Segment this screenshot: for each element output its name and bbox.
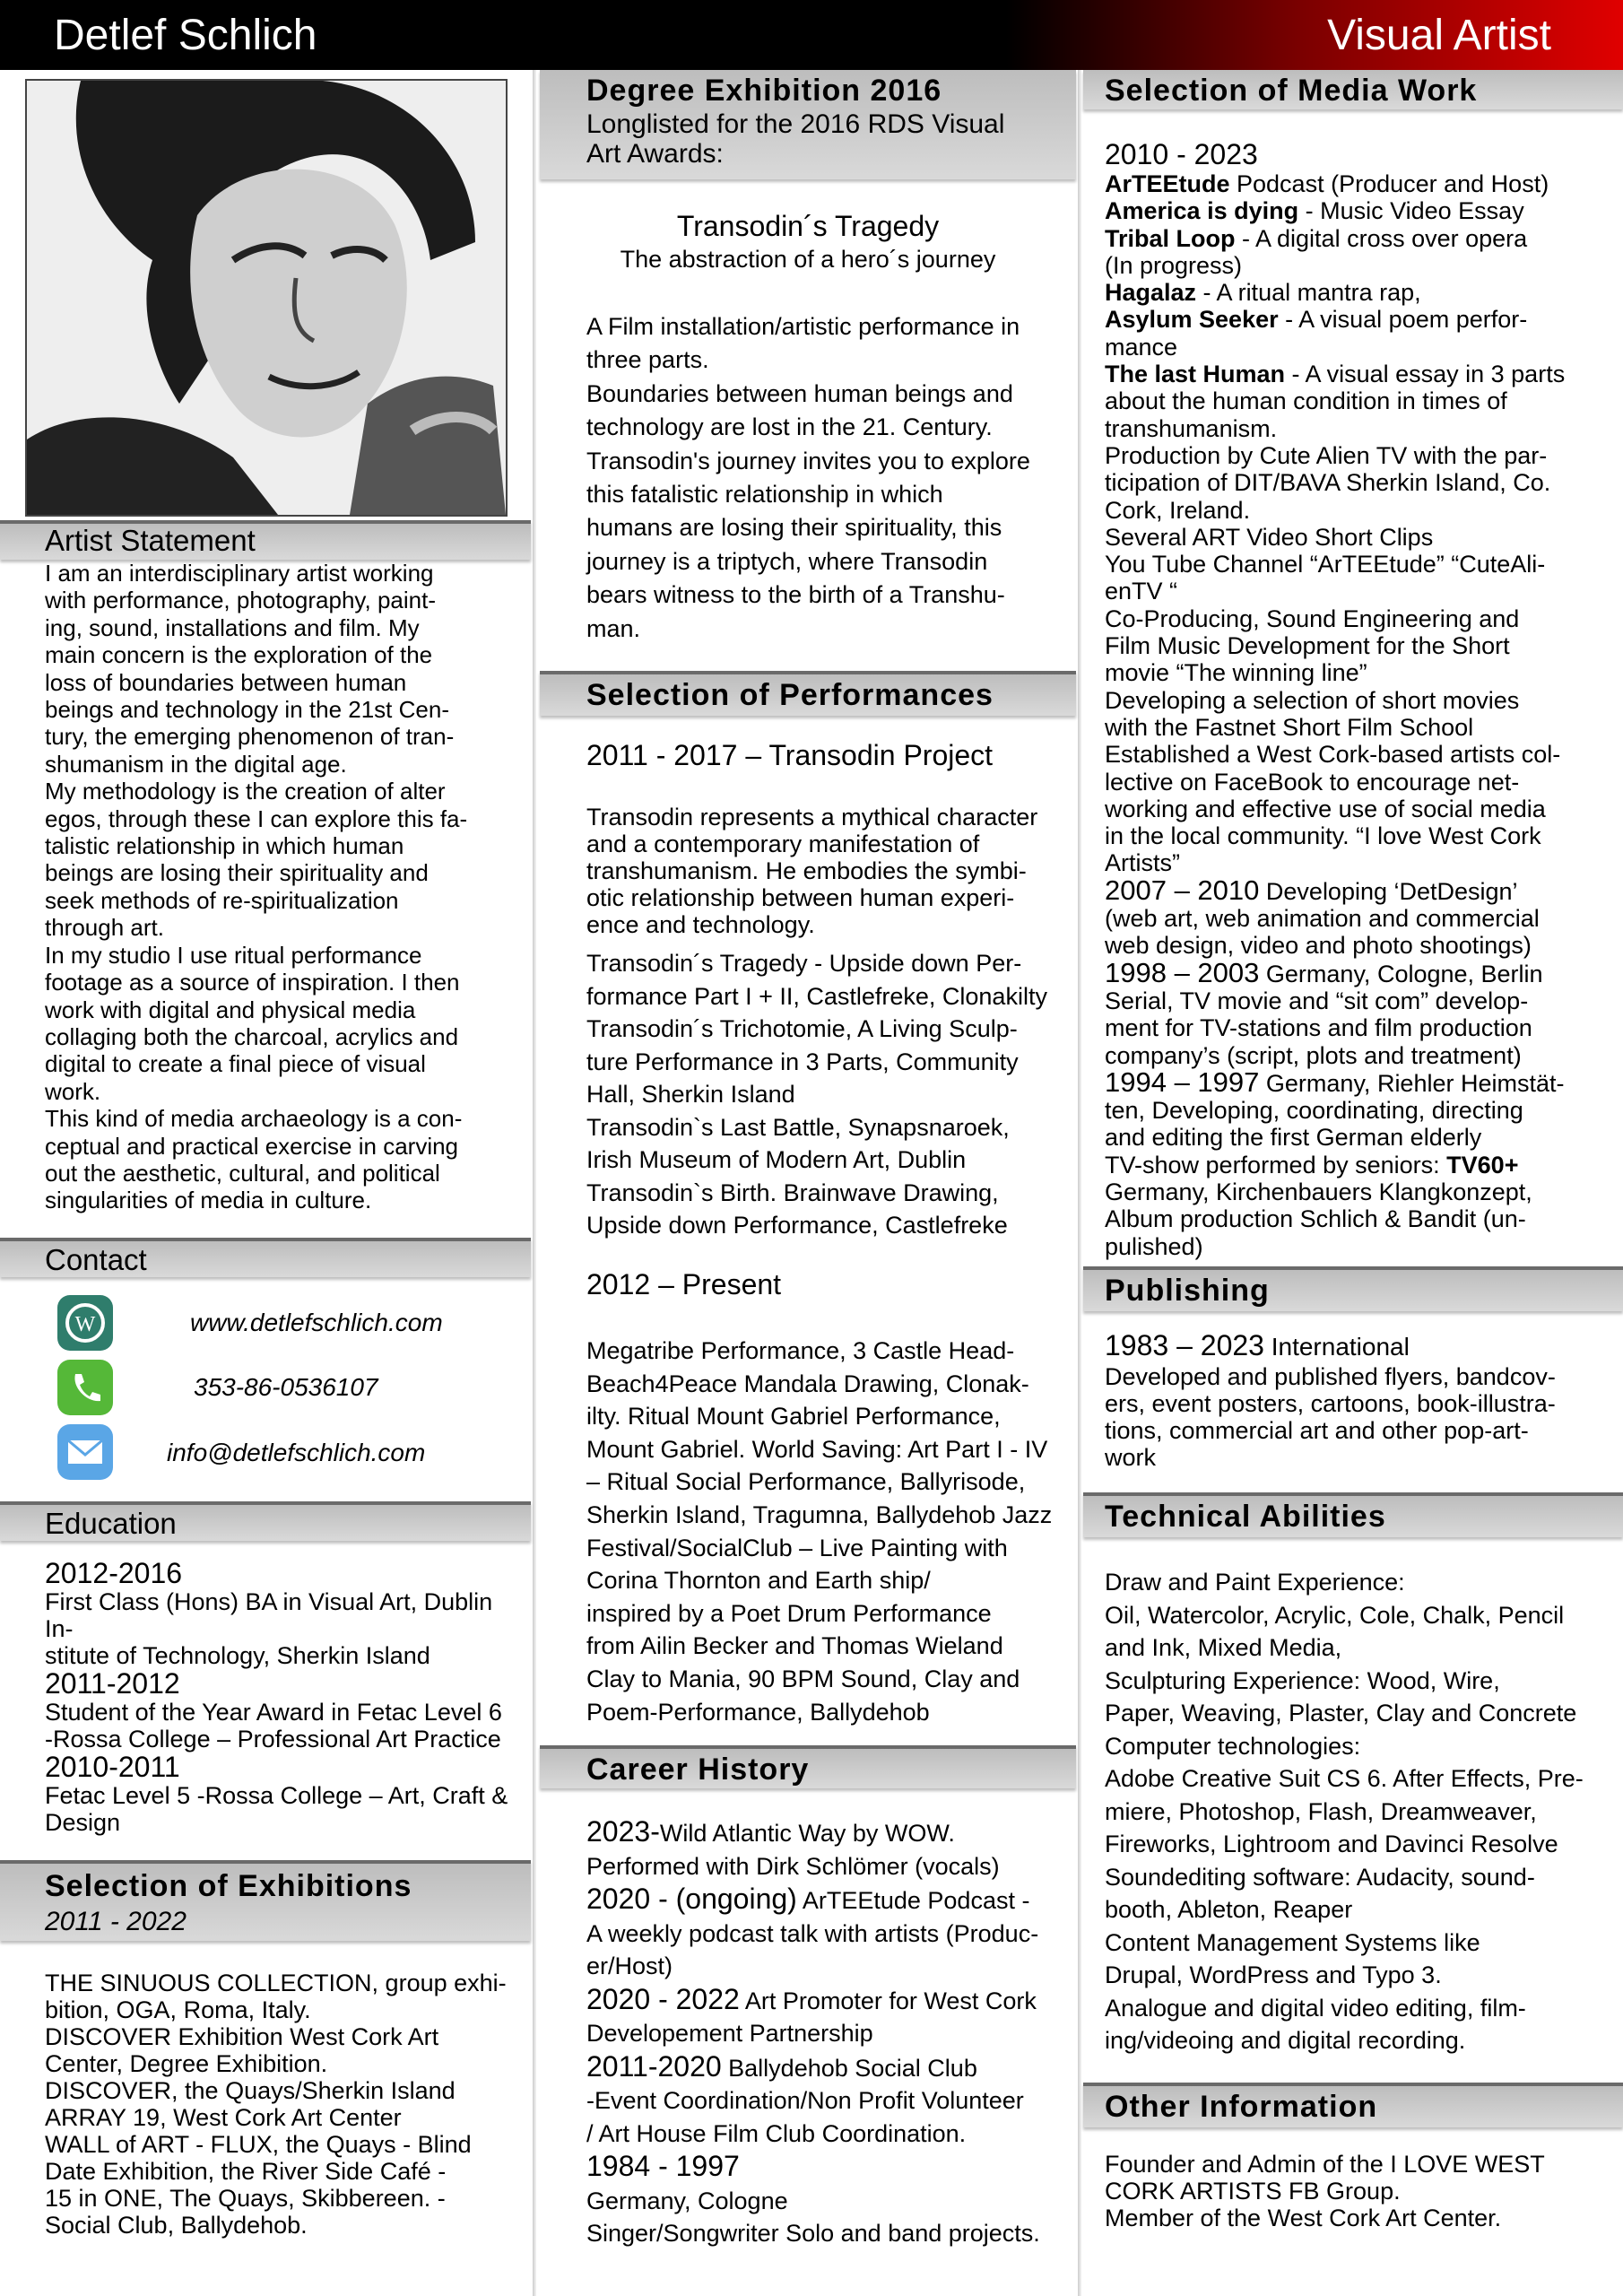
performance-intro-line: otic relationship between human experi- <box>586 884 1015 911</box>
career-line <box>586 2150 1071 2185</box>
performances-range-1: 2011 - 2017 – Transodin Project <box>586 739 994 771</box>
media-text: TV-show performed by seniors: <box>1105 1151 1447 1178</box>
degree-title: Degree Exhibition 2016 <box>586 74 942 108</box>
exhibition-line: ARRAY 19, West Cork Art Center <box>45 2104 402 2131</box>
media-line <box>1105 905 1607 932</box>
exhibition-line: 15 in ONE, The Quays, Skibbereen. - <box>45 2185 446 2212</box>
media-line <box>1105 225 1607 252</box>
statement-line: tury, the emerging phenomenon of tran- <box>45 723 455 751</box>
degree-subtitle-line: Art Awards: <box>586 139 724 169</box>
media-line <box>1105 1124 1607 1151</box>
media-text: Several ART Video Short Clips <box>1105 523 1434 551</box>
media-text: web design, video and photo shootings) <box>1105 932 1532 960</box>
education-line: Design <box>45 1809 121 1836</box>
media-text: Podcast (Producer and Host) <box>1229 170 1549 197</box>
publishing-header <box>1083 1266 1623 1311</box>
career-title: Career History <box>586 1752 810 1787</box>
media-text: Serial, TV movie and “sit com” develop- <box>1105 987 1529 1014</box>
media-line <box>1105 524 1607 551</box>
publishing-line: Developed and published flyers, bandcov- <box>1105 1363 1556 1390</box>
technical-line: Draw and Paint Experience: <box>1105 1569 1405 1596</box>
education-line: Student of the Year Award in Fetac Level 6 <box>45 1699 502 1726</box>
media-line <box>1105 252 1607 279</box>
media-text: about the human condition in times of <box>1105 387 1507 415</box>
contact-header <box>0 1238 531 1277</box>
statement-line: egos, through these I can explore this fa- <box>45 804 468 832</box>
technical-list <box>1105 1566 1607 2057</box>
top-banner <box>0 0 1623 70</box>
statement-line: loss of boundaries between human <box>45 668 407 696</box>
media-text: (web art, web animation and commercial <box>1105 905 1540 933</box>
career-line <box>586 2217 1071 2250</box>
performance-line: formance Part I + II, Castlefreke, Clonakilty <box>586 982 1047 1010</box>
media-header <box>1083 70 1623 109</box>
exhibition-line: DISCOVER, the Quays/Sherkin Island <box>45 2077 456 2104</box>
media-line <box>1105 632 1607 659</box>
technical-line: Fireworks, Lightroom and Davinci Resolve <box>1105 1831 1558 1857</box>
statement-line: digital to create a final piece of visual <box>45 1050 426 1078</box>
career-line <box>586 1850 1071 1883</box>
exhibition-line: Social Club, Ballydehob. <box>45 2212 308 2239</box>
media-line <box>1105 361 1607 387</box>
degree-line: bears witness to the birth of a Transhu- <box>586 581 1005 609</box>
performance-line: Beach4Peace Mandala Drawing, Clonak- <box>586 1370 1029 1397</box>
performance-line: Corina Thornton and Earth ship/ <box>586 1567 931 1595</box>
right-column <box>1083 70 1623 2296</box>
media-text: lective on FaceBook to encourage net- <box>1105 768 1520 796</box>
website-link[interactable]: www.detlefschlich.com <box>190 1309 443 1336</box>
media-line <box>1105 1205 1607 1232</box>
exhibitions-range: 2011 - 2022 <box>45 1907 187 1936</box>
media-text: and editing the first German elderly <box>1105 1124 1482 1152</box>
technical-header <box>1083 1492 1623 1537</box>
media-work-title: America is dying <box>1105 197 1299 225</box>
technical-line: Paper, Weaving, Plaster, Clay and Concrete <box>1105 1700 1577 1726</box>
degree-line: A Film installation/artistic performance in <box>586 313 1020 340</box>
performance-line: Transodin´s Trichotomie, A Living Sculp- <box>586 1015 1018 1042</box>
other-title: Other Information <box>1105 2090 1378 2124</box>
technical-title: Technical Abilities <box>1105 1500 1386 1534</box>
media-text: Germany, Riehler Heimstät- <box>1259 1069 1565 1097</box>
performance-intro-line: and a contemporary manifestation of <box>586 831 980 857</box>
exhibitions-title: Selection of Exhibitions <box>45 1869 412 1903</box>
degree-description <box>586 310 1071 646</box>
career-line <box>586 1983 1071 2018</box>
media-list <box>1105 170 1607 1260</box>
svg-text:W: W <box>74 1313 96 1336</box>
media-line <box>1105 469 1607 496</box>
education-list <box>45 1559 520 1836</box>
degree-subtitle-line: Longlisted for the 2016 RDS Visual <box>586 109 1005 139</box>
media-line <box>1105 442 1607 469</box>
technical-line: Content Management Systems like <box>1105 1928 1480 1956</box>
performance-line: ilty. Ritual Mount Gabriel Performance, <box>586 1403 1001 1431</box>
performance-line: Mount Gabriel. World Saving: Art Part I - IV <box>586 1435 1048 1463</box>
media-line <box>1105 1042 1607 1069</box>
career-header <box>540 1745 1076 1788</box>
media-line <box>1105 932 1607 959</box>
performance-intro-line: Transodin represents a mythical character <box>586 804 1038 831</box>
media-text: transhumanism. <box>1105 414 1278 442</box>
media-line <box>1105 497 1607 524</box>
career-text: er/Host) <box>586 1952 673 1979</box>
statement-line: ing, sound, installations and film. My <box>45 613 420 641</box>
career-line <box>586 2084 1071 2118</box>
career-text: / Art House Film Club Coordination. <box>586 2119 967 2147</box>
other-text <box>1105 2151 1607 2231</box>
media-text: (In progress) <box>1105 251 1243 279</box>
statement-line: ceptual and practical exercise in carving <box>45 1132 459 1160</box>
media-text: - Music Video Essay <box>1298 197 1524 225</box>
media-text: Germany, Kirchenbauers Klangkonzept, <box>1105 1178 1532 1205</box>
statement-line: work with digital and physical media <box>45 996 416 1023</box>
career-line <box>586 2185 1071 2218</box>
education-line: stitute of Technology, Sherkin Island <box>45 1642 430 1669</box>
performances-header <box>540 671 1076 716</box>
artist-name: Detlef Schlich <box>54 12 317 59</box>
exhibition-line: bition, OGA, Roma, Italy. <box>45 1996 311 2023</box>
media-work-title: ArTEEtude <box>1105 170 1230 197</box>
technical-line: miere, Photoshop, Flash, Dreamweaver, <box>1105 1797 1537 1825</box>
portrait-drawing <box>27 81 506 515</box>
publishing-range-line <box>1105 1329 1410 1362</box>
technical-line: Drupal, WordPress and Typo 3. <box>1105 1961 1442 1988</box>
performance-line: Festival/SocialClub – Live Painting with <box>586 1534 1008 1561</box>
exhibitions-list <box>45 1970 520 2239</box>
work-subtitle: The abstraction of a hero´s journey <box>620 246 996 273</box>
media-text: in the local community. “I love West Cork <box>1105 822 1541 850</box>
phone-number[interactable]: 353-86-0536107 <box>194 1373 378 1401</box>
media-line <box>1105 741 1607 768</box>
exhibition-line: THE SINUOUS COLLECTION, group exhi- <box>45 1970 507 1996</box>
career-line <box>586 1918 1071 1951</box>
technical-line: and Ink, Mixed Media, <box>1105 1634 1342 1661</box>
education-header <box>0 1501 531 1541</box>
other-line: Founder and Admin of the I LOVE WEST <box>1105 2151 1545 2178</box>
performance-line: from Ailin Becker and Thomas Wieland <box>586 1632 1003 1660</box>
statement-line: through art. <box>45 914 164 942</box>
media-work-title: Hagalaz <box>1105 279 1197 307</box>
education-title: Education <box>45 1507 177 1540</box>
career-year: 2020 - (ongoing) <box>586 1883 797 1915</box>
media-text: pulished) <box>1105 1232 1203 1260</box>
career-year: 2020 - 2022 <box>586 1982 740 2015</box>
media-text: company’s (script, plots and treatment) <box>1105 1041 1522 1069</box>
media-text: ten, Developing, coordinating, directing <box>1105 1097 1523 1125</box>
exhibition-line: Date Exhibition, the River Side Café - <box>45 2158 447 2185</box>
media-line <box>1105 334 1607 361</box>
media-text: ment for TV-stations and film production <box>1105 1014 1532 1042</box>
media-text: You Tube Channel “ArTEEtude” “CuteAli- <box>1105 551 1546 578</box>
technical-line: Analogue and digital video editing, film- <box>1105 1994 1526 2022</box>
exhibition-line: WALL of ART - FLUX, the Quays - Blind <box>45 2131 472 2158</box>
education-year: 2010-2011 <box>45 1751 180 1783</box>
statement-line: talistic relationship in which human <box>45 832 404 860</box>
media-text: - A visual essay in 3 parts <box>1285 361 1566 388</box>
education-year: 2011-2012 <box>45 1667 180 1700</box>
career-text: Developement Partnership <box>586 2020 873 2047</box>
mail-icon[interactable] <box>57 1424 113 1480</box>
media-year: 2007 – 2010 <box>1105 874 1260 906</box>
media-text: - A ritual mantra rap, <box>1196 279 1421 307</box>
media-text: movie “The winning line” <box>1105 659 1367 687</box>
degree-line: Boundaries between human beings and <box>586 379 1013 407</box>
performances-range-2: 2012 – Present <box>586 1268 782 1300</box>
performance-line: Clay to Mania, 90 BPM Sound, Clay and <box>586 1665 1020 1692</box>
media-line <box>1105 1178 1607 1205</box>
technical-line: Sculpturing Experience: Wood, Wire, <box>1105 1666 1500 1694</box>
media-line <box>1105 874 1607 906</box>
email-link[interactable]: info@detlefschlich.com <box>167 1439 426 1466</box>
media-line <box>1105 279 1607 306</box>
performance-line: Upside down Performance, Castlefreke <box>586 1212 1008 1239</box>
media-text: working and effective use of social media <box>1105 795 1546 822</box>
media-line <box>1105 578 1607 604</box>
performances-intro <box>586 804 1071 938</box>
statement-line: beings and technology in the 21st Cen- <box>45 696 449 724</box>
technical-line: Soundediting software: Audacity, sound- <box>1105 1863 1535 1891</box>
degree-line: technology are lost in the 21. Century. <box>586 413 993 441</box>
performance-line: Poem-Performance, Ballydehob <box>586 1698 930 1726</box>
media-line <box>1105 1233 1607 1260</box>
media-text: Germany, Cologne, Berlin <box>1259 960 1543 987</box>
media-line <box>1105 306 1607 333</box>
media-text: Developing a selection of short movies <box>1105 686 1520 714</box>
career-line <box>586 1950 1071 1983</box>
statement-line: work. <box>45 1077 101 1105</box>
media-line <box>1105 1152 1607 1178</box>
degree-line: humans are losing their spirituality, this <box>586 514 1002 542</box>
career-line <box>586 2017 1071 2050</box>
degree-line: Transodin's journey invites you to explore <box>586 447 1030 474</box>
media-line <box>1105 714 1607 741</box>
degree-header <box>540 70 1076 179</box>
exhibitions-header <box>0 1860 531 1941</box>
degree-line: this fatalistic relationship in which <box>586 481 943 509</box>
publishing-line: work <box>1105 1444 1157 1471</box>
media-line <box>1105 987 1607 1014</box>
publishing-range: 1983 – 2023 <box>1105 1329 1264 1361</box>
statement-line: footage as a source of inspiration. I then <box>45 969 460 996</box>
statement-line: This kind of media archaeology is a con- <box>45 1105 463 1133</box>
media-range: 2010 - 2023 <box>1105 138 1258 170</box>
career-text: Wild Atlantic Way by WOW. <box>659 1820 955 1847</box>
career-text: ArTEEtude Podcast - <box>796 1887 1030 1914</box>
technical-line: ing/videoing and digital recording. <box>1105 2027 1466 2054</box>
media-line <box>1105 197 1607 224</box>
career-text: Performed with Dirk Schlömer (vocals) <box>586 1852 1000 1880</box>
performances-list-2 <box>586 1335 1071 1728</box>
career-year: 1984 - 1997 <box>586 2150 740 2182</box>
media-text: ticipation of DIT/BAVA Sherkin Island, Co. <box>1105 469 1551 497</box>
media-year: 1998 – 2003 <box>1105 956 1260 988</box>
media-line <box>1105 769 1607 796</box>
statement-line: out the aesthetic, cultural, and political <box>45 1159 440 1187</box>
media-line <box>1105 605 1607 632</box>
other-header <box>1083 2083 1623 2127</box>
education-year: 2012-2016 <box>45 1557 183 1589</box>
media-line <box>1105 415 1607 442</box>
media-line <box>1105 1097 1607 1124</box>
performance-line: Irish Museum of Modern Art, Dublin <box>586 1146 967 1173</box>
career-text: Ballydehob Social Club <box>721 2054 977 2082</box>
publishing-line: tions, commercial art and other pop-art- <box>1105 1417 1529 1444</box>
media-line <box>1105 687 1607 714</box>
career-line <box>586 1883 1071 1918</box>
media-text: enTV “ <box>1105 578 1178 605</box>
performances-title: Selection of Performances <box>586 678 994 712</box>
statement-line: I am an interdisciplinary artist working <box>45 560 434 587</box>
technical-line: Adobe Creative Suit CS 6. After Effects, Pre- <box>1105 1765 1584 1792</box>
media-text: mance <box>1105 333 1178 361</box>
media-line <box>1105 387 1607 414</box>
statement-line: with performance, photography, paint- <box>45 587 436 614</box>
publishing-title: Publishing <box>1105 1274 1270 1308</box>
statement-header <box>0 520 531 560</box>
media-line <box>1105 551 1607 578</box>
other-line: Member of the West Cork Art Center. <box>1105 2205 1502 2231</box>
performance-line: Hall, Sherkin Island <box>586 1081 795 1108</box>
career-text: A weekly podcast talk with artists (Produc- <box>586 1919 1039 1947</box>
media-work-title: The last Human <box>1105 361 1286 388</box>
media-text: - A visual poem perfor- <box>1278 306 1528 334</box>
degree-line: three parts. <box>586 346 709 374</box>
media-text: Album production Schlich & Bandit (un- <box>1105 1205 1526 1233</box>
contact-title: Contact <box>45 1243 147 1276</box>
media-text: - A digital cross over opera <box>1235 224 1528 252</box>
publishing-line: ers, event posters, cartoons, book-illustra- <box>1105 1390 1556 1417</box>
degree-subtitle <box>586 109 1004 169</box>
media-line <box>1105 956 1607 988</box>
statement-line: My methodology is the creation of alter <box>45 778 446 805</box>
column-divider <box>1078 70 1081 2296</box>
column-divider <box>533 70 536 2296</box>
media-text: Developing ‘DetDesign’ <box>1259 877 1518 905</box>
work-title: Transodin´s Tragedy <box>676 210 940 242</box>
middle-column <box>540 70 1076 2296</box>
media-line <box>1105 822 1607 849</box>
media-year: 1994 – 1997 <box>1105 1065 1260 1098</box>
statement-line: shumanism in the digital age. <box>45 750 347 778</box>
technical-line: Computer technologies: <box>1105 1732 1361 1760</box>
media-work-title: Asylum Seeker <box>1105 306 1279 334</box>
left-column <box>0 70 531 2296</box>
performance-line: Transodin`s Last Battle, Synapsnaroek, <box>586 1113 1010 1141</box>
performance-line: Sherkin Island, Tragumna, Ballydehob Jazz <box>586 1500 1053 1528</box>
career-line <box>586 2118 1071 2151</box>
degree-line: man. <box>586 614 641 642</box>
wordpress-icon[interactable] <box>57 1295 113 1351</box>
career-text: -Event Coordination/Non Profit Volunteer <box>586 2087 1024 2114</box>
performance-intro-line: ence and technology. <box>586 911 815 938</box>
technical-line: booth, Ableton, Reaper <box>1105 1896 1353 1923</box>
performance-line: ture Performance in 3 Parts, Community <box>586 1048 1019 1075</box>
statement-text <box>45 560 511 1214</box>
publishing-range-rest: International <box>1263 1333 1410 1361</box>
media-line <box>1105 796 1607 822</box>
statement-line: seek methods of re-spiritualization <box>45 886 399 914</box>
media-work-title: Tribal Loop <box>1105 224 1236 252</box>
career-year: 2023- <box>586 1815 660 1848</box>
media-text: Artists” <box>1105 849 1180 877</box>
technical-line: Oil, Watercolor, Acrylic, Cole, Chalk, Pencil <box>1105 1601 1565 1629</box>
media-text: Cork, Ireland. <box>1105 496 1251 524</box>
performances-list <box>586 947 1071 1242</box>
media-line <box>1105 659 1607 686</box>
career-text: Germany, Cologne <box>586 2187 788 2214</box>
artist-portrait <box>25 79 508 517</box>
media-text: Co-Producing, Sound Engineering and <box>1105 604 1520 632</box>
statement-line: In my studio I use ritual performance <box>45 941 422 969</box>
media-text: Film Music Development for the Short <box>1105 632 1510 660</box>
exhibition-line: Center, Degree Exhibition. <box>45 2050 328 2077</box>
statement-line: main concern is the exploration of the <box>45 641 433 669</box>
media-line <box>1105 849 1607 876</box>
career-list <box>586 1815 1071 2250</box>
phone-icon[interactable] <box>57 1360 113 1415</box>
media-line <box>1105 1065 1607 1098</box>
education-line: Fetac Level 5 -Rossa College – Art, Craft & <box>45 1782 508 1809</box>
education-line: -Rossa College – Professional Art Practice <box>45 1726 501 1752</box>
media-line <box>1105 1014 1607 1041</box>
career-line <box>586 1815 1071 1850</box>
statement-line: collaging both the charcoal, acrylics and <box>45 1022 459 1050</box>
career-year: 2011-2020 <box>586 2049 722 2083</box>
performance-line: inspired by a Poet Drum Performance <box>586 1599 992 1627</box>
other-line: CORK ARTISTS FB Group. <box>1105 2178 1401 2205</box>
performance-line: Megatribe Performance, 3 Castle Head- <box>586 1337 1015 1364</box>
statement-line: beings are losing their spirituality and <box>45 859 429 887</box>
career-text: Art Promoter for West Cork <box>739 1987 1037 2014</box>
media-text: Established a West Cork-based artists col- <box>1105 741 1561 769</box>
career-text: Singer/Songwriter Solo and band projects. <box>586 2220 1040 2247</box>
exhibition-line: DISCOVER Exhibition West Cork Art <box>45 2023 439 2050</box>
statement-line: singularities of media in culture. <box>45 1187 372 1214</box>
artist-role: Visual Artist <box>1327 12 1551 59</box>
performance-line: Transodin´s Tragedy - Upside down Per- <box>586 950 1022 977</box>
performance-line: – Ritual Social Performance, Ballyrisode, <box>586 1468 1026 1496</box>
media-title: Selection of Media Work <box>1105 74 1478 108</box>
performance-line: Transodin`s Birth. Brainwave Drawing, <box>586 1178 999 1206</box>
degree-line: journey is a triptych, where Transodin <box>586 547 988 575</box>
media-work-title: TV60+ <box>1446 1151 1519 1178</box>
career-line <box>586 2050 1071 2085</box>
statement-title: Artist Statement <box>45 524 256 557</box>
media-text: Production by Cute Alien TV with the par- <box>1105 441 1548 469</box>
education-line: First Class (Hons) BA in Visual Art, Dublin In- <box>45 1588 493 1642</box>
performance-intro-line: transhumanism. He embodies the symbi- <box>586 857 1027 884</box>
media-text: with the Fastnet Short Film School <box>1105 713 1474 741</box>
media-line <box>1105 170 1607 197</box>
publishing-text <box>1105 1363 1607 1471</box>
